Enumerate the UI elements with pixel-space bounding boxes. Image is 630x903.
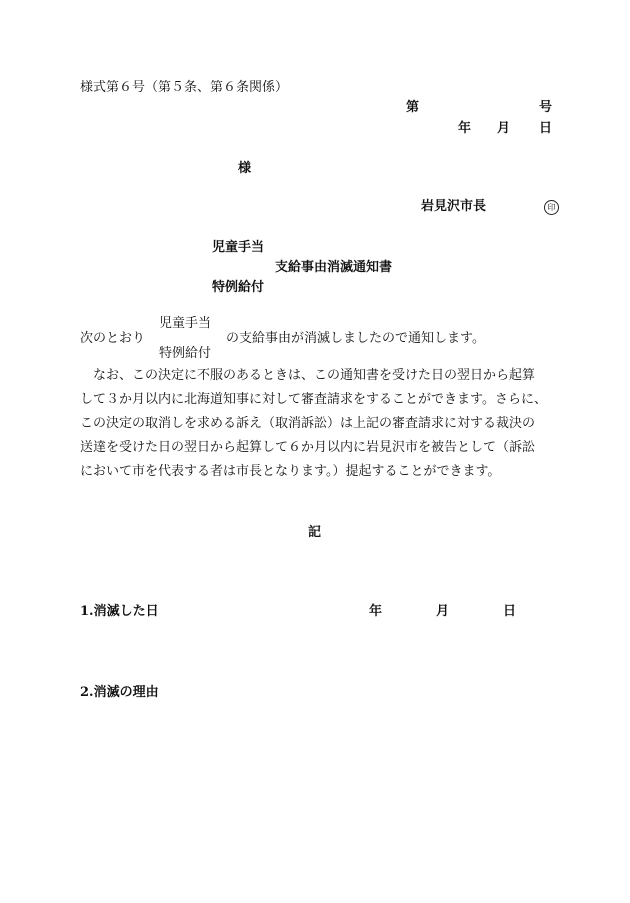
- form-label: 様式第６号（第５条、第６条関係）: [80, 80, 289, 95]
- number-suffix: 号: [539, 100, 553, 115]
- instruction-line: 送達を受けた日の翌日から起算して６か月以内に岩見沢市を被告として（訴訟: [80, 440, 536, 455]
- item-1-year: 年: [369, 604, 383, 619]
- ki-heading: 記: [308, 525, 322, 540]
- notice-top: 児童手当: [159, 316, 212, 331]
- item-1-month: 月: [436, 604, 450, 619]
- document-title: 支給事由消滅通知書: [275, 260, 393, 275]
- date-day: 日: [539, 121, 553, 136]
- instruction-line: なお、この決定に不服のあるときは、この通知書を受けた日の翌日から起算: [80, 368, 536, 383]
- date-month: 月: [497, 121, 511, 136]
- issuer-name: 岩見沢市長: [421, 199, 487, 214]
- item-1-day: 日: [503, 604, 517, 619]
- notice-prefix: 次のとおり: [80, 331, 146, 346]
- seal-icon: 印: [544, 200, 559, 215]
- number-prefix: 第: [406, 100, 420, 115]
- item-2-label: 2.消滅の理由: [80, 685, 159, 700]
- title-line-top: 児童手当: [212, 240, 265, 255]
- addressee-sama: 様: [238, 161, 252, 176]
- instruction-line: この決定の取消しを求める訴え（取消訴訟）は上記の審査請求に対する裁決の: [80, 416, 536, 431]
- date-year: 年: [458, 121, 472, 136]
- item-1-label: 1.消滅した日: [80, 604, 159, 619]
- instruction-line: において市を代表する者は市長となります。）提起することができます。: [80, 464, 501, 479]
- instruction-paragraph: [80, 364, 552, 484]
- title-line-bottom: 特例給付: [212, 280, 265, 295]
- notice-suffix: の支給事由が消滅しましたので通知します。: [226, 331, 485, 346]
- notice-bottom: 特例給付: [159, 346, 212, 361]
- instruction-line: して３か月以内に北海道知事に対して審査請求をすることができます。さらに、: [80, 392, 547, 407]
